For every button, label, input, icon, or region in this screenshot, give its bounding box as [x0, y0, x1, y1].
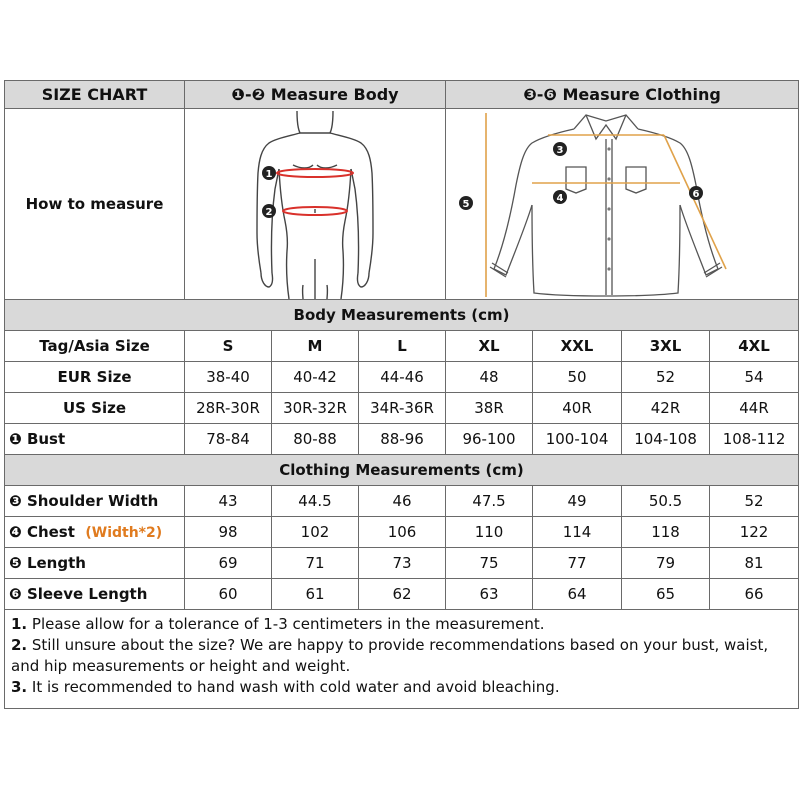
clothing-measurements-section-row: [5, 455, 799, 486]
marker-5-icon: [459, 196, 473, 210]
svg-text:3: 3: [556, 145, 564, 156]
table-cell: 114: [533, 517, 622, 548]
table-cell: 43: [185, 486, 272, 517]
table-cell: 60: [185, 579, 272, 610]
table-cell: 69: [185, 548, 272, 579]
table-cell: 102: [272, 517, 359, 548]
table-cell: 63: [446, 579, 533, 610]
size-cell: 4XL: [710, 331, 799, 362]
table-cell: 50: [533, 362, 622, 393]
notes-block: [5, 610, 799, 709]
note-item: [11, 677, 792, 698]
table-cell: 40R: [533, 393, 622, 424]
table-cell: 38-40: [185, 362, 272, 393]
size-cell: XL: [446, 331, 533, 362]
table-row: [5, 579, 799, 610]
table-cell: 40-42: [272, 362, 359, 393]
table-row: [5, 517, 799, 548]
svg-text:1: 1: [265, 169, 273, 180]
size-cell: L: [359, 331, 446, 362]
table-cell: 122: [710, 517, 799, 548]
shirt-outline-icon: [446, 109, 798, 299]
how-to-measure-label: How to measure: [5, 109, 185, 300]
table-cell: 34R-36R: [359, 393, 446, 424]
note-text: Still unsure about the size? We are happy to provide recommendations based on your bust, waist, and hip measurements or height and weight.: [11, 636, 769, 675]
table-cell: 42R: [622, 393, 710, 424]
shoulder-width-label: Shoulder Width: [26, 492, 159, 510]
sleeve-length-label: Sleeve Length: [26, 585, 148, 603]
marker-4-icon: ❹: [9, 523, 22, 541]
table-cell: 64: [533, 579, 622, 610]
marker-4-icon: [553, 190, 567, 204]
body-diagram-cell: [185, 109, 446, 300]
size-chart-title: SIZE CHART: [5, 81, 185, 109]
row-label: [5, 486, 185, 517]
marker-1-icon: [262, 166, 276, 180]
chest-width-note: (Width*2): [85, 525, 163, 541]
row-label: [5, 424, 185, 455]
table-cell: 50.5: [622, 486, 710, 517]
table-cell: 46: [359, 486, 446, 517]
size-header-row: [5, 331, 799, 362]
header-row: [5, 81, 799, 109]
table-cell: 30R-32R: [272, 393, 359, 424]
table-cell: 80-88: [272, 424, 359, 455]
body-measurements-title: Body Measurements (cm): [5, 300, 799, 331]
notes-row: [5, 610, 799, 709]
marker-1-icon: ❶: [9, 430, 22, 448]
row-label: [5, 579, 185, 610]
row-label: US Size: [5, 393, 185, 424]
note-number: 2.: [11, 636, 28, 654]
chest-label: Chest: [26, 523, 75, 541]
note-text: Please allow for a tolerance of 1-3 centimeters in the measurement.: [27, 615, 545, 633]
table-cell: 44R: [710, 393, 799, 424]
table-cell: 71: [272, 548, 359, 579]
marker-3-icon: [553, 142, 567, 156]
clothing-measurements-title: Clothing Measurements (cm): [5, 455, 799, 486]
note-item: [11, 614, 792, 635]
size-cell: XXL: [533, 331, 622, 362]
table-cell: 75: [446, 548, 533, 579]
table-cell: 98: [185, 517, 272, 548]
size-chart-table: [4, 80, 799, 709]
row-label: EUR Size: [5, 362, 185, 393]
table-cell: 44-46: [359, 362, 446, 393]
table-row: [5, 548, 799, 579]
table-cell: 108-112: [710, 424, 799, 455]
measure-clothing-title: ❸-❻ Measure Clothing: [446, 81, 799, 109]
table-row: [5, 393, 799, 424]
tag-asia-size-label: Tag/Asia Size: [5, 331, 185, 362]
row-label: [5, 548, 185, 579]
svg-text:2: 2: [265, 207, 273, 218]
svg-text:4: 4: [556, 193, 564, 204]
table-cell: 52: [710, 486, 799, 517]
table-cell: 79: [622, 548, 710, 579]
table-cell: 106: [359, 517, 446, 548]
table-cell: 38R: [446, 393, 533, 424]
table-cell: 48: [446, 362, 533, 393]
table-cell: 96-100: [446, 424, 533, 455]
table-cell: 104-108: [622, 424, 710, 455]
svg-text:5: 5: [462, 199, 470, 210]
table-cell: 54: [710, 362, 799, 393]
marker-6-icon: [689, 186, 703, 200]
table-cell: 110: [446, 517, 533, 548]
note-number: 3.: [11, 678, 28, 696]
table-cell: 77: [533, 548, 622, 579]
table-cell: 73: [359, 548, 446, 579]
table-row: [5, 486, 799, 517]
body-measurements-section-row: [5, 300, 799, 331]
table-cell: 66: [710, 579, 799, 610]
table-cell: 78-84: [185, 424, 272, 455]
marker-5-icon: ❺: [9, 554, 22, 572]
table-row: [5, 362, 799, 393]
size-cell: 3XL: [622, 331, 710, 362]
table-cell: 49: [533, 486, 622, 517]
bust-label: Bust: [26, 430, 66, 448]
table-cell: 62: [359, 579, 446, 610]
row-label: [5, 517, 185, 548]
measure-body-title: ❶-❷ Measure Body: [185, 81, 446, 109]
body-outline-icon: [185, 109, 445, 299]
length-label: Length: [26, 554, 86, 572]
table-cell: 47.5: [446, 486, 533, 517]
shirt-diagram-cell: [446, 109, 799, 300]
marker-6-icon: ❻: [9, 585, 22, 603]
table-cell: 65: [622, 579, 710, 610]
table-row: [5, 424, 799, 455]
size-cell: S: [185, 331, 272, 362]
table-cell: 118: [622, 517, 710, 548]
marker-2-icon: [262, 204, 276, 218]
table-cell: 61: [272, 579, 359, 610]
note-number: 1.: [11, 615, 28, 633]
marker-3-icon: ❸: [9, 492, 22, 510]
table-cell: 52: [622, 362, 710, 393]
table-cell: 100-104: [533, 424, 622, 455]
note-text: It is recommended to hand wash with cold water and avoid bleaching.: [27, 678, 560, 696]
table-cell: 28R-30R: [185, 393, 272, 424]
table-cell: 88-96: [359, 424, 446, 455]
size-cell: M: [272, 331, 359, 362]
table-cell: 81: [710, 548, 799, 579]
note-item: [11, 635, 792, 677]
svg-text:6: 6: [692, 189, 700, 200]
table-cell: 44.5: [272, 486, 359, 517]
illustration-row: [5, 109, 799, 300]
